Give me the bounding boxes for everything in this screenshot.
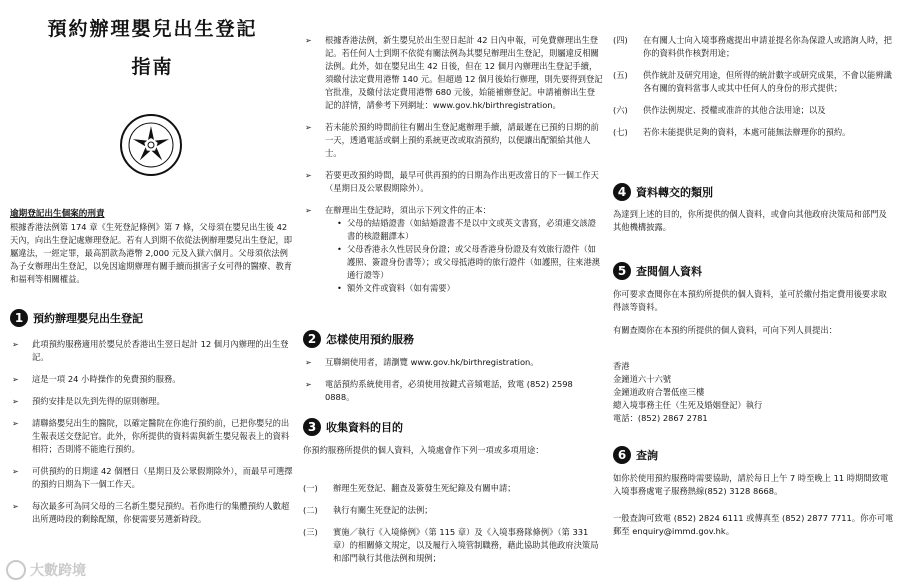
- arrow-bullet-icon: ➢: [305, 36, 312, 45]
- arrow-bullet-icon: ➢: [12, 502, 19, 511]
- list-item: ➢ 在辦理出生登記時，須出示下列文件的正本： • 父母的結婚證書（如結婚證書不是以中文或英文書寫，必須連交該證書的核證翻譯本） • 父母香港永久性居民身份證；或父母香港身份證及有效旅行證件（如護照、簽證身份書等）；或父母抵港時的旅行證件（如護照，往來港澳通行證等） • 額外文件或資料（如有需要）: [303, 204, 603, 295]
- arrow-bullet-icon: ➢: [305, 380, 312, 389]
- list-item: ➢ 互聯網使用者，請瀏覽 www.gov.hk/birthregistration。: [305, 357, 539, 367]
- arrow-bullet-icon: ➢: [12, 340, 19, 349]
- offence-block: [10, 208, 295, 286]
- arrow-bullet-icon: ➢: [12, 419, 19, 428]
- list-item: ➢ 可供預約的日期達 42 個曆日（星期日及公眾假期除外），而最早可選擇的預約日期為下一個工作天。: [12, 466, 293, 489]
- arrow-bullet-icon: ➢: [12, 467, 19, 476]
- section2-list: [303, 356, 603, 413]
- list-item: (四) 在有關人士向入境事務處提出申請並提名你為保證人或諮詢人時，把你的資料供作核對用途；: [613, 35, 892, 58]
- list-item: ➢ 請聯絡嬰兒出生的醫院，以確定醫院在你進行預約前，已把你嬰兒的出生報表送交登記官。此外，你所提供的資料需與新生嬰兒報表上的資料相符；否則將不能進行預約。: [12, 418, 290, 454]
- arrow-bullet-icon: ➢: [12, 375, 19, 384]
- section-number-badge: 1: [10, 309, 28, 327]
- section6-heading: [613, 446, 658, 464]
- section5-title: 查閱個人資料: [636, 265, 702, 278]
- list-item: ➢ 此項預約服務適用於嬰兒於香港出生翌日起計 12 個月內辦理的出生登記。: [12, 339, 289, 362]
- section3-title: 收集資料的目的: [326, 421, 403, 434]
- list-item: ➢ 這是一項 24 小時操作的免費預約服務。: [12, 374, 181, 384]
- watermark-logo-icon: [6, 560, 26, 580]
- contact-address: 香港 金鐘道六十六號 金鐘道政府合署低座三樓 總入境事務主任（生死及婚姻登記）執行 電話：(852) 2867 2781: [613, 361, 763, 423]
- section3-intro: 你預約服務所提供的個人資料，入境處會作下列一項或多項用途：: [303, 445, 544, 455]
- list-item: (一) 辦理生死登記、翻查及簽發生死紀錄及有關申請；: [303, 483, 516, 493]
- arrow-bullet-icon: ➢: [305, 206, 312, 215]
- section3-list-b: [613, 34, 895, 148]
- list-item: (六) 供作法例規定、授權或准許的其他合法用途；以及: [613, 105, 826, 115]
- list-item: • 父母的結婚證書（如結婚證書不是以中文或英文書寫，必須連交該證書的核證翻譯本）: [337, 218, 596, 241]
- offence-text: 根據香港法例第 174 章《生死登記條例》第 7 條，父母須在嬰兒出生後 42 天內，向出生登記處辦理登記。若有人到期不依從法例辦理嬰兒出生登記，即屬違法，一經定罪，最高罰款為港幣 2,000 元及入獄六個月。父母須依法例為子女辦理出生登記，以免因逾期辦理有關手續而損害子女可得的醫療、教育和福利等相關權益。: [10, 222, 293, 284]
- dot-bullet-icon: •: [337, 283, 342, 293]
- arrow-bullet-icon: ➢: [12, 397, 19, 406]
- section6-p2: 一般查詢可致電 (852) 2824 6111 或傳真至 (852) 2877 7711。你亦可電郵至 enquiry@immd.gov.hk。: [613, 513, 894, 536]
- section3-list-a: [303, 482, 603, 574]
- section1-heading: [10, 309, 143, 327]
- list-item: (二) 執行有關生死登記的法例；: [303, 505, 433, 515]
- section-number-badge: 6: [613, 446, 631, 464]
- section5-p2: 有關查閱你在本預約所提供的個人資料，可向下列人員提出：: [613, 325, 838, 335]
- section5-p1: 你可要求查閱你在本預約所提供的個人資料，並可於繳付指定費用後要求取得該等資料。: [613, 289, 887, 312]
- page-title: 預約辦理嬰兒出生登記: [47, 18, 258, 40]
- section-number-badge: 4: [613, 183, 631, 201]
- list-item: ➢ 每次最多可為同父母的三名新生嬰兒預約。若你進行的集體預約人數超出所選時段的剩餘配額，你便需要另選新時段。: [12, 501, 290, 524]
- section2-heading: [303, 330, 414, 348]
- section-number-badge: 5: [613, 262, 631, 280]
- list-item: ➢ 預約安排是以先到先得的原則辦理。: [12, 396, 165, 406]
- section4-title: 資料轉交的類別: [636, 186, 713, 199]
- section4-text: 為達到上述的目的，你所提供的個人資料，或會向其他政府決策局和部門及其他機構披露。: [613, 209, 887, 232]
- section-number-badge: 3: [303, 418, 321, 436]
- page-subtitle: 指南: [131, 56, 174, 78]
- list-item: (三) 實施／執行《入境條例》（第 115 章）及《入境事務隊條例》（第 331 章）的相關條文規定，以及履行入境管制職務，藉此協助其他政府決策局和部門執行其他法例和規例；: [303, 527, 599, 563]
- watermark-text: 大數跨境: [30, 563, 86, 579]
- hksar-regional-emblem-icon: [118, 108, 184, 182]
- section6-title: 查詢: [636, 449, 658, 462]
- dot-bullet-icon: •: [337, 218, 342, 228]
- section1-list: [10, 338, 295, 535]
- arrow-bullet-icon: ➢: [305, 171, 312, 180]
- section4-heading: [613, 183, 713, 201]
- list-item: ➢ 電話預約系統使用者，必須使用按鍵式音頻電話，致電 (852) 2598 0888。: [305, 379, 573, 402]
- watermark: [6, 560, 86, 580]
- registration-notes-list: [303, 34, 603, 304]
- dot-bullet-icon: •: [337, 244, 342, 254]
- section6-p1: 如你於使用預約服務時需要協助，請於每日上午 7 時至晚上 11 時期間致電入境事務處電子服務熱線(852) 3128 8668。: [613, 473, 889, 496]
- list-item: ➢ 若未能於預約時間前往有關出生登記處辦理手續，請最遲在已預約日期的前一天，透過電話或網上預約系統更改或取消預約，以便讓出配額給其他人士。: [305, 122, 599, 158]
- arrow-bullet-icon: ➢: [305, 123, 312, 132]
- section5-heading: [613, 262, 702, 280]
- list-item: (七) 若你未能提供足夠的資料，本處可能無法辦理你的預約。: [613, 127, 851, 137]
- list-item: ➢ 根據香港法例，新生嬰兒於出生翌日起計 42 日內申報，可免費辦理出生登記。若任何人士到期不依從有關法例為其嬰兒辦理出生登記，則屬違反相關法例。此外，如在嬰兒出生 42 日後，但在 12 個月內辦理出生登記手續，須繳付法定費用港幣 140 元。但超過 12 個月後始行辦理，則先要得到登記官批准，及繳付法定費用港幣 680 元後，始能補辦登記。申請補辦出生登記的詳情，請參考下列網址：www.gov.hk/birthregistration。: [305, 35, 603, 110]
- section1-title: 預約辦理嬰兒出生登記: [33, 312, 143, 325]
- list-item: • 額外文件或資料（如有需要）: [337, 283, 455, 293]
- list-item: • 父母香港永久性居民身份證；或父母香港身份證及有效旅行證件（如護照、簽證身份書等）；或父母抵港時的旅行證件（如護照，往來港澳通行證等）: [337, 244, 601, 280]
- arrow-bullet-icon: ➢: [305, 358, 312, 367]
- section-number-badge: 2: [303, 330, 321, 348]
- list-item: (五) 供作統計及研究用途，但所得的統計數字或研究成果，不會以能辨識各有關的資料當事人或其中任何人的身份的形式提供；: [613, 70, 892, 93]
- offence-heading: 逾期登記出生個案的刑責: [10, 209, 105, 219]
- documents-list: [325, 217, 603, 295]
- section3-heading: [303, 418, 403, 436]
- list-item: ➢ 若要更改預約時間，最早可供再預約的日期為作出更改當日的下一個工作天（星期日及公眾假期除外）。: [305, 170, 599, 193]
- section2-title: 怎樣使用預約服務: [326, 333, 414, 346]
